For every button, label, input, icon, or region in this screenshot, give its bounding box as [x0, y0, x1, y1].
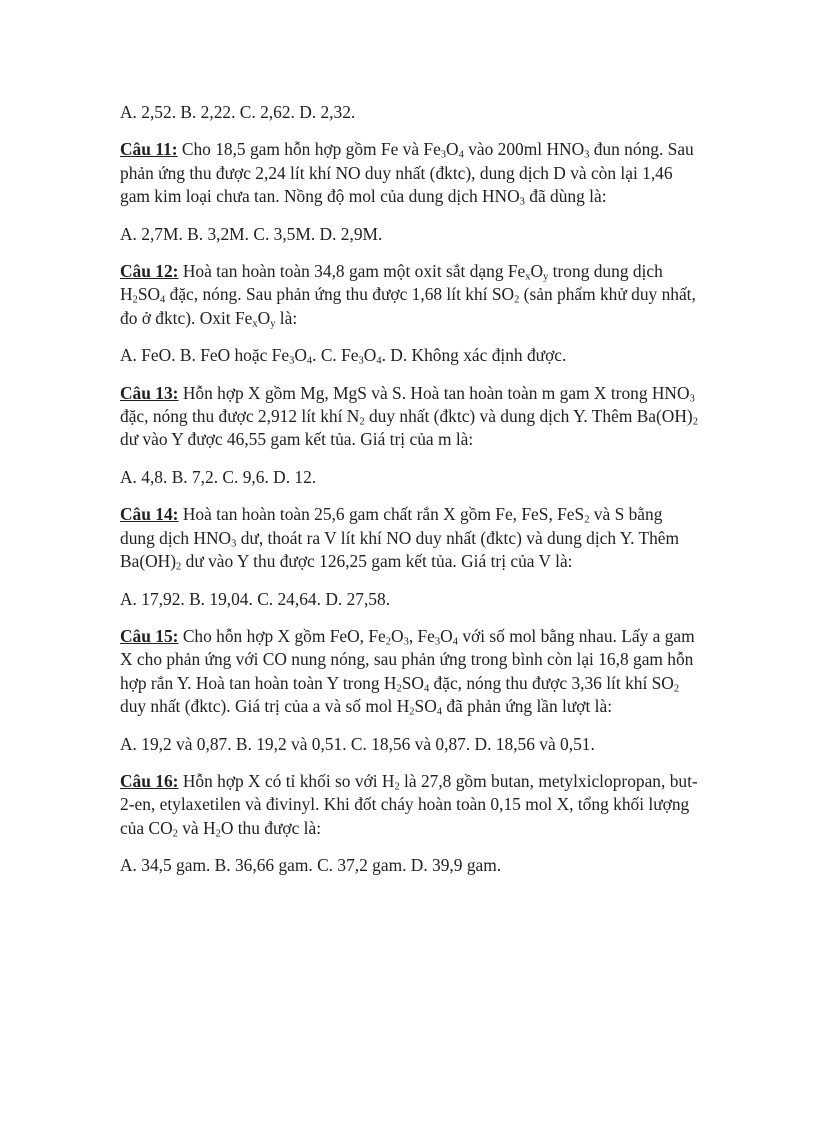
question-13-label: Câu 13:	[120, 382, 179, 403]
question-15-label: Câu 15:	[120, 625, 179, 646]
answer-options-q13: A. 4,8. B. 7,2. C. 9,6. D. 12.	[120, 466, 317, 487]
question-14: Câu 14: Hoà tan hoàn toàn 25,6 gam chất rắn X gồm Fe, FeS, FeS$_2$ và S bằng dung dịch $HNO_3$ dư, thoát ra V lít khí NO duy nhất (đktc) và dung dịch Y. Thêm $Ba(OH)_2$ dư vào Y thu được 126,25 gam kết tủa. Giá trị của V là:	[120, 504, 680, 573]
answer-options-q14: A. 17,92. B. 19,04. C. 24,64. D. 27,58.	[120, 588, 391, 609]
question-12-label: Câu 12:	[120, 261, 179, 282]
question-14-label: Câu 14:	[120, 504, 179, 525]
answer-options-q11: A. 2,7M. B. 3,2M. C. 3,5M. D. 2,9M.	[120, 223, 383, 244]
answer-options-q10: A. 2,52. B. 2,22. C. 2,62. D. 2,32.	[120, 102, 356, 122]
answer-options-q16: A. 34,5 gam. B. 36,66 gam. C. 37,2 gam. D. 39,9 gam.	[120, 855, 502, 876]
question-15: Câu 15: Cho hỗn hợp X gồm FeO, $Fe_2O_3$, $Fe_3O_4$ với số mol bằng nhau. Lấy a gam X cho phản ứng với CO nung nóng, sau phản ứng trong bình còn lại 16,8 gam hỗn hợp rắn Y. Hoà tan hoàn toàn Y trong $H_2SO_4$ đặc, nóng thu được 3,36 lít khí $SO_2$ duy nhất (đktc). Giá trị của a và số mol $H_2SO_4$ đã phản ứng lần lượt là:	[120, 625, 695, 718]
document-page	[120, 101, 700, 892]
question-12: Câu 12: Hoà tan hoàn toàn 34,8 gam một oxit sắt dạng $Fe_xO_y$ trong dung dịch $H_2SO_4$ đặc, nóng. Sau phản ứng thu được 1,68 lít khí $SO_2$ (sản phẩm khử duy nhất, đo ở đktc). Oxit $Fe_xO_y$ là:	[120, 261, 696, 330]
question-16: Câu 16: Hỗn hợp X có tỉ khối so với $H_2$ là 27,8 gồm butan, metylxiclopropan, but-2-en, etylaxetilen và đivinyl. Khi đốt cháy hoàn toàn 0,15 mol X, tổng khối lượng của $CO_2$ và $H_2O$ thu được là:	[120, 770, 698, 840]
question-16-label: Câu 16:	[120, 770, 179, 791]
question-13: Câu 13: Hỗn hợp X gồm Mg, MgS và S. Hoà tan hoàn toàn m gam X trong $HNO_3$ đặc, nóng thu được 2,912 lít khí $N_2$ duy nhất (đktc) và dung dịch Y. Thêm $Ba(OH)_2$ dư vào Y được 46,55 gam kết tủa. Giá trị của m là:	[120, 382, 698, 450]
answer-options-q15: A. 19,2 và 0,87. B. 19,2 và 0,51. C. 18,56 và 0,87. D. 18,56 và 0,51.	[120, 733, 595, 754]
answer-options-q12: A. FeO. B. FeO hoặc $Fe_3O_4$. C. $Fe_3O_4$. D. Không xác định được.	[120, 345, 567, 367]
question-11-label: Câu 11:	[120, 139, 178, 160]
question-11: Câu 11: Cho 18,5 gam hỗn hợp gồm Fe và $Fe_3O_4$ vào 200ml $HNO_3$ đun nóng. Sau phản ứng thu được 2,24 lít khí NO duy nhất (đktc), dung dịch D và còn lại 1,46 gam kim loại chưa tan. Nồng độ mol của dung dịch $HNO_3$ đã dùng là:	[120, 139, 694, 208]
